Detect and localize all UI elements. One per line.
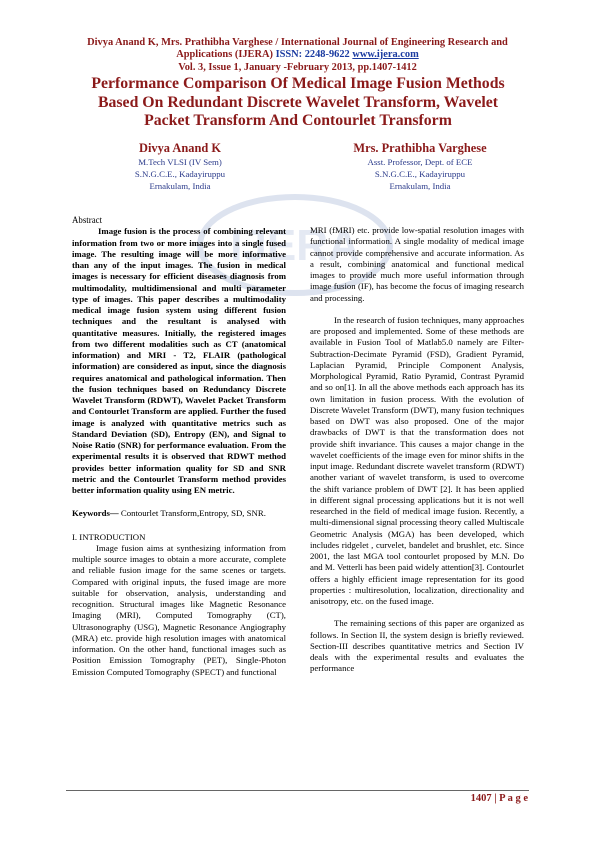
page-label: P a g e [499, 793, 528, 804]
body-paragraph: MRI (fMRI) etc. provide low-spatial resolution images with functional information. A single modality of medical image cannot provide comprehensive and accurate information. As a result, combining anatomical and functional medical images to provide much more useful information through image fusion (IF), has become the focus of imaging research and processing. [310, 225, 524, 303]
author-affiliation-line: S.N.G.C.E., Kadayiruppu [374, 169, 466, 179]
title-line: Based On Redundant Discrete Wavelet Transform, Wavelet [97, 93, 499, 111]
title-line: Performance Comparison Of Medical Image Fusion Methods [91, 75, 505, 92]
left-column [72, 215, 286, 678]
author-block-1 [80, 141, 280, 192]
author-affiliation-line: Asst. Professor, Dept. of ECE [367, 157, 473, 167]
author-affiliation-line: Ernakulam, India [389, 181, 451, 191]
journal-citation-line-2 [60, 49, 535, 61]
svg-text:IJERA: IJERA [230, 221, 360, 270]
page-number: 1407 [470, 793, 492, 804]
intro-paragraph: Image fusion aims at synthesizing information from multiple source images to obtain a more accurate, complete and reliable fusion image for the same scenes or targets. Compared with original inputs, the fused image are more suitable for observation, analysis, understanding and recognition. Structural images like Magnetic Resonance Imaging (MRI), Computed Tomography (CT), Ultrasonography (USG), Magnetic Resonance Angiography (MRA) etc. provide high resolution images with anatomical information. On the other hand, functional images such as Position Emission Tomography (PET), Single-Photon Emission Computed Tomography (SPECT) and functional [72, 542, 286, 677]
page-separator: | [491, 793, 500, 804]
page-footer [428, 793, 528, 804]
author-name: Divya Anand K [139, 141, 221, 155]
body-paragraph: The remaining sections of this paper are organized as follows. In Section II, the system design is briefly reviewed. Section-III describes quantitative metrics and Section IV deals with the experimental results and evaluates the performance [310, 618, 524, 674]
keywords-text: Contourlet Transform,Entropy, SD, SNR. [118, 508, 266, 519]
journal-url-link[interactable]: www.ijera.com [352, 49, 419, 61]
author-block-2 [320, 141, 520, 192]
paper-title [62, 75, 534, 131]
journal-issn: ISSN: 2248-9622 [275, 49, 350, 61]
journal-citation-line: Divya Anand K, Mrs. Prathibha Varghese / International Journal of Engineering Research and [87, 37, 508, 48]
right-column [310, 225, 524, 675]
body-paragraph: In the research of fusion techniques, many approaches are proposed and implemented. Some of these methods are available in Fusion Tool of Matlab5.0 namely are Filter- Subtraction-Decimate Pyramid (FSD), Gradient Pyramid, Laplacian Pyramid, Principle Component Analysis, Morphological Pyramid, Ratio Pyramid, Contrast Pyramid and so on[1]. In all the above methods each approach has its own limitation in fusion process. With the evolution of Discrete Wavelet Transform (DWT), many fusion techniques based on DWT was also proposed. One of the major drawbacks of DWT is that the transformation does not provide shift invariance. This causes a major change in the wavelet coefficients of the image even for minor shifts in the input image. Redundant discrete wavelet transform (RDWT) another variant of wavelet transform, is used to overcome the shift variance problem of DWT [2]. It has been applied in different signal processing applications but it is not well researched in the field of medical image fusion. Recently, a multi-dimensional signal processing theory called Multiscale Geometric Analysis (MGA) has been developed, which includes ridgelet , curvelet, bandelet and brushlet, etc. Since 2001, the last MGA tool contourlet proposed by M.N. Do and M. Vetterli has been paid widely attention[3]. Contourlet offers a highly efficient image representation for its good properties : multiresolution, localization, directionality and anisotropy, etc. on the fused image. [310, 314, 524, 606]
abstract-body: Image fusion is the process of combining relevant information from two or more images into a single fused image. The resulting image will be more informative than any of the input images. The fusion in medical images is necessary for efficient diseases diagnosis from multimodality, multidimensional and multi parameter type of images. This paper describes a multimodality medical image fusion system using different fusion techniques and the resultant is analysed with quantitative measures. Initially, the registered images from two different modalities such as CT (anatomical information) and MRI - T2, FLAIR (pathological information) are considered as input, since the diagnosis requires anatomical and pathological information. Then the fusion techniques based on Redundancy Discrete Wavelet Transform (RDWT), Wavelet Packet Transform and Contourlet Transform are applied. Further the fused image is analyzed with quantitative metrics such as Standard Deviation (SD), Entropy (EN), and Signal to Noise Ratio (SNR) for performance evaluation. From the experimental results it is observed that RDWT method provides better information quality for SD and SNR metric and the Contourlet Transform method provides better information quality using EN metric. [72, 226, 286, 495]
journal-header [60, 37, 535, 74]
abstract-heading: Abstract [72, 215, 103, 225]
section-heading-introduction: I. INTRODUCTION [72, 531, 146, 542]
keywords-label: Keywords— [72, 508, 119, 519]
author-affiliation-line: M.Tech VLSI (IV Sem) [138, 157, 222, 167]
title-line: Packet Transform And Contourlet Transform [144, 112, 452, 129]
keywords-line [72, 508, 286, 519]
journal-name: Applications (IJERA) [176, 49, 273, 61]
author-affiliation-line: Ernakulam, India [149, 181, 211, 191]
footer-rule [66, 790, 529, 791]
journal-volume-line: Vol. 3, Issue 1, January -February 2013, pp.1407-1412 [178, 61, 417, 73]
author-name: Mrs. Prathibha Varghese [353, 141, 487, 155]
author-affiliation-line: S.N.G.C.E., Kadayiruppu [134, 169, 226, 179]
